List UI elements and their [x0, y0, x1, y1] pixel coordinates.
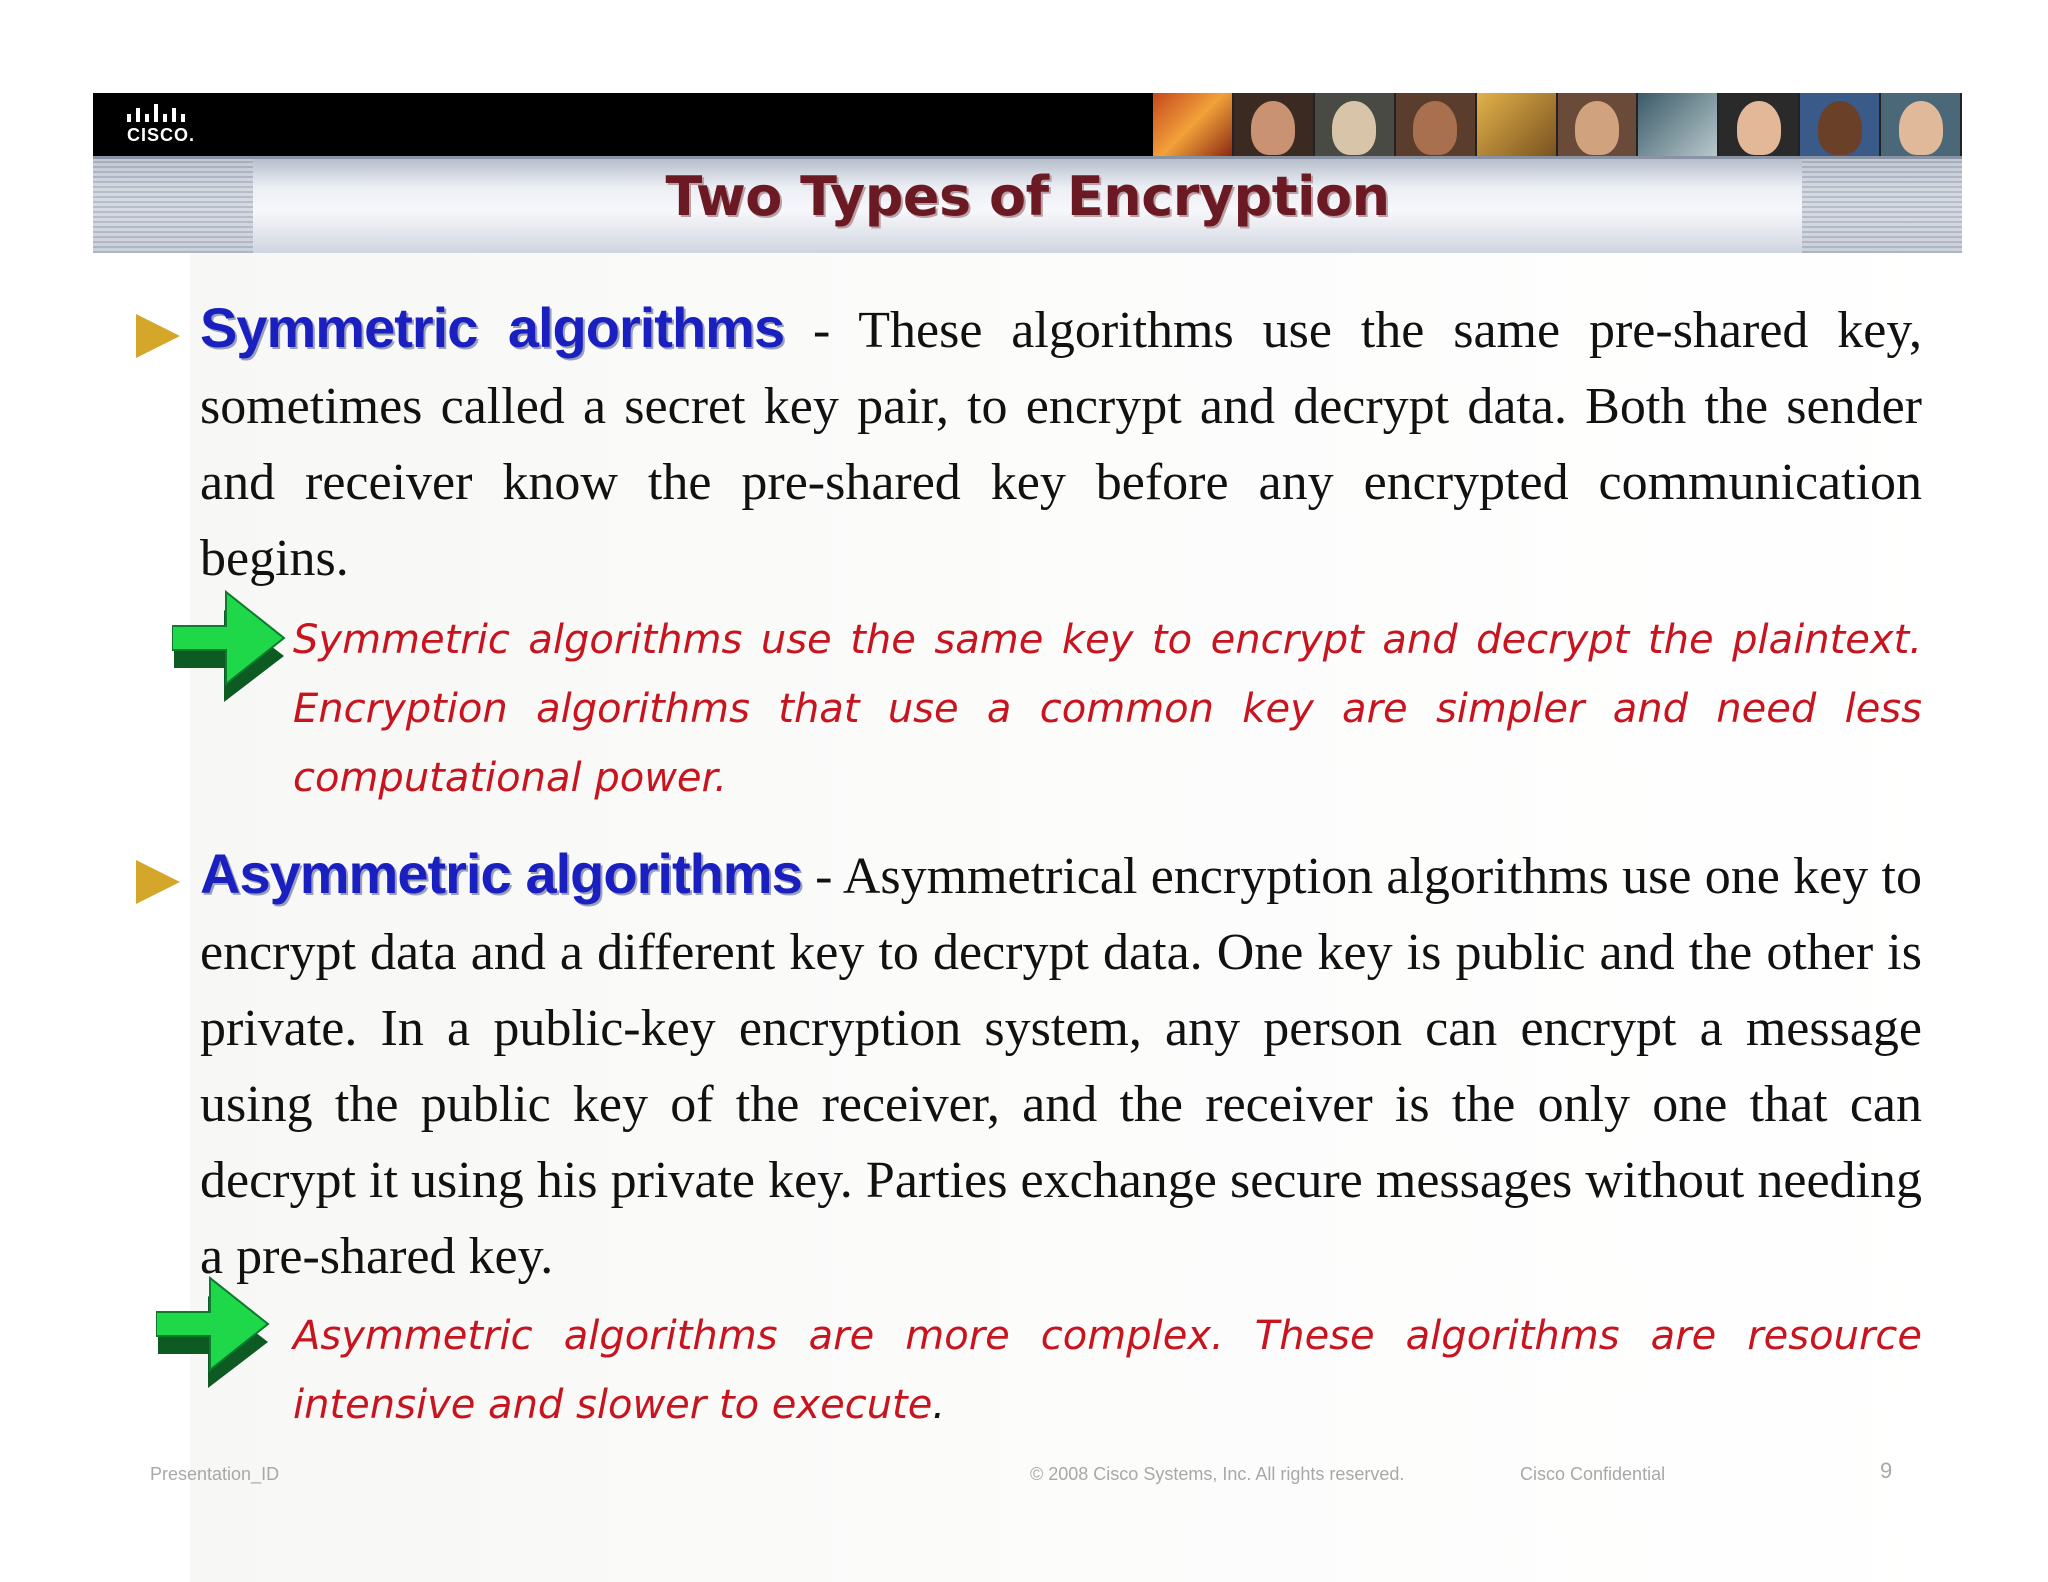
green-arrow-icon — [172, 586, 292, 706]
footer-page-number: 9 — [1880, 1458, 1893, 1483]
section-term: Symmetric algorithms — [200, 296, 785, 359]
header-photo-strip — [1153, 93, 1962, 156]
section-text: - Asymmetrical encryption algorithms use one key to encrypt data and a different key to decrypt data. One key is public and the other is private. In a public-key encryption system, any person can encrypt a message using the public key of the receiver, and the receiver is the only one that can decrypt it using his private key. Parties exchange secure messages without needing a pre-shared key. — [200, 848, 1922, 1285]
photo-tile — [1234, 93, 1315, 156]
header-black-bar — [93, 93, 1962, 156]
slide-header — [93, 93, 1962, 250]
footer-copyright: © 2008 Cisco Systems, Inc. All rights reserved. — [1030, 1464, 1405, 1484]
photo-tile — [1153, 93, 1234, 156]
photo-tile — [1558, 93, 1639, 156]
section-symmetric — [200, 290, 1922, 597]
photo-tile — [1477, 93, 1558, 156]
section-asymmetric — [200, 836, 1922, 1295]
footer-presentation-id: Presentation_ID — [150, 1464, 280, 1484]
section-term: Asymmetric algorithms — [200, 842, 802, 905]
cisco-logo — [121, 103, 201, 148]
section-note — [293, 1302, 1922, 1440]
section-paragraph — [200, 836, 1922, 1295]
cisco-logo-text: CISCO. — [126, 125, 195, 145]
photo-tile — [1396, 93, 1477, 156]
photo-tile — [1881, 93, 1962, 156]
section-text: - These algorithms use the same pre-shared key, sometimes called a secret key pair, to encrypt and decrypt data. Both the sender and receiver know the pre-shared key before any encrypted communication begins. — [200, 302, 1922, 587]
section-note: Symmetric algorithms use the same key to encrypt and decrypt the plaintext. Encryption algorithms that use a common key are simpler and need less computational power. — [293, 617, 1922, 801]
footer-confidential: Cisco Confidential — [1520, 1464, 1666, 1484]
photo-tile — [1315, 93, 1396, 156]
cisco-bars-icon — [121, 103, 201, 125]
bullet-triangle-icon — [136, 314, 180, 358]
photo-tile — [1800, 93, 1881, 156]
section-note-text: Asymmetric algorithms are more complex. These algorithms are resource intensive and slower to execute — [293, 1313, 1922, 1428]
photo-tile — [1638, 93, 1719, 156]
bullet-triangle-icon — [136, 860, 180, 904]
photo-tile — [1719, 93, 1800, 156]
note-period: . — [932, 1382, 946, 1428]
green-arrow-icon — [156, 1272, 276, 1392]
section-paragraph — [200, 290, 1922, 597]
page-title: Two Types of Encryption — [665, 165, 1390, 228]
